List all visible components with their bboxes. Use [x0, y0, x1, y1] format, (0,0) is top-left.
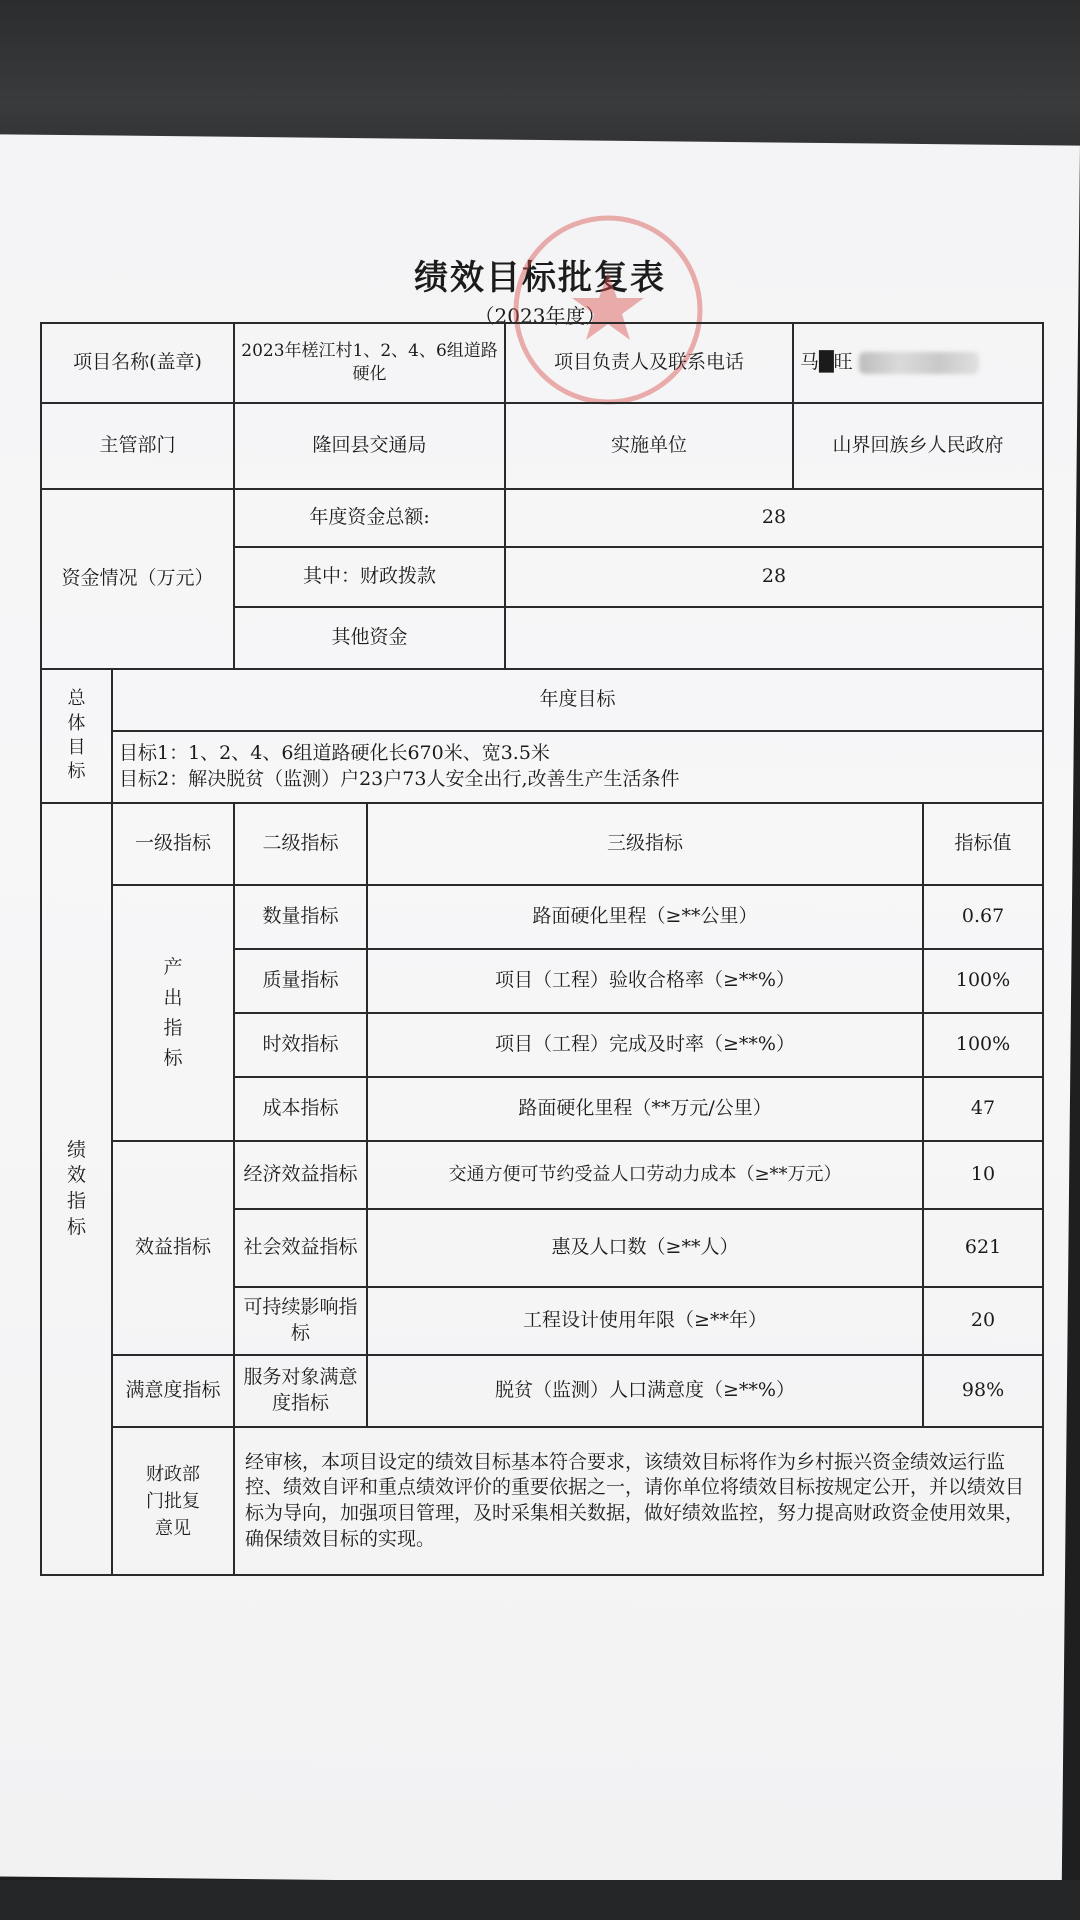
row-value: 0.67: [923, 885, 1043, 949]
row-value: 621: [923, 1209, 1043, 1287]
row-level3: 交通方便可节约受益人口劳动力成本（≥**万元）: [367, 1141, 923, 1209]
funds-other-label: 其他资金: [234, 607, 505, 669]
annual-goal-text: [112, 731, 1043, 803]
unit-value: 山界回族乡人民政府: [793, 403, 1043, 489]
dept-value: 隆回县交通局: [234, 403, 505, 489]
funds-total-value: 28: [505, 489, 1043, 547]
funds-label: 资金情况（万元）: [41, 489, 234, 669]
row-value: 20: [923, 1287, 1043, 1355]
funds-other-value: [505, 607, 1043, 669]
project-name-label: 项目名称(盖章): [41, 323, 234, 403]
redacted-phone: [859, 352, 979, 374]
col-value: 指标值: [923, 803, 1043, 885]
row-value: 100%: [923, 949, 1043, 1013]
row-level3: 惠及人口数（≥**人）: [367, 1209, 923, 1287]
row-level3: 项目（工程）验收合格率（≥**%）: [367, 949, 923, 1013]
row-level2: 服务对象满意度指标: [234, 1355, 367, 1427]
row-value: 10: [923, 1141, 1043, 1209]
document-year: （2023年度）: [474, 304, 606, 328]
overall-goal-label: 总体目标: [41, 669, 112, 803]
annual-goal-header: 年度目标: [112, 669, 1043, 731]
funds-fiscal-label: 其中：财政拨款: [234, 547, 505, 607]
row-level2: 质量指标: [234, 949, 367, 1013]
goal-1: 目标1：1、2、4、6组道路硬化长670米、宽3.5米: [119, 742, 550, 765]
row-level2: 成本指标: [234, 1077, 367, 1141]
col-level3: 三级指标: [367, 803, 923, 885]
contact-label: 项目负责人及联系电话: [505, 323, 793, 403]
row-level2: 时效指标: [234, 1013, 367, 1077]
unit-label: 实施单位: [505, 403, 793, 489]
row-level2: 经济效益指标: [234, 1141, 367, 1209]
row-level3: 路面硬化里程（**万元/公里）: [367, 1077, 923, 1141]
contact-value: [793, 323, 1043, 403]
goal-2: 目标2：解决脱贫（监测）户23户73人安全出行,改善生产生活条件: [119, 768, 680, 790]
row-value: 47: [923, 1077, 1043, 1141]
funds-fiscal-value: 28: [505, 547, 1043, 607]
row-level2: 可持续影响指标: [234, 1287, 367, 1355]
row-level2: 社会效益指标: [234, 1209, 367, 1287]
row-level3: 路面硬化里程（≥**公里）: [367, 885, 923, 949]
row-value: 100%: [923, 1013, 1043, 1077]
project-name-value: 2023年槎江村1、2、4、6组道路硬化: [234, 323, 505, 403]
row-level3: 工程设计使用年限（≥**年）: [367, 1287, 923, 1355]
row-level2: 数量指标: [234, 885, 367, 949]
approval-label: 财政部门批复意见: [112, 1427, 234, 1575]
dept-label: 主管部门: [41, 403, 234, 489]
row-level3: 脱贫（监测）人口满意度（≥**%）: [367, 1355, 923, 1427]
output-indicator-label: 产出指标: [112, 885, 234, 1141]
benefit-indicator-label: 效益指标: [112, 1141, 234, 1355]
funds-total-label: 年度资金总额:: [234, 489, 505, 547]
contact-name: 马█旺: [800, 351, 853, 374]
row-value: 98%: [923, 1355, 1043, 1427]
document-title: 绩效目标批复表: [414, 258, 666, 298]
col-level1: 一级指标: [112, 803, 234, 885]
satisfaction-indicator-label: 满意度指标: [112, 1355, 234, 1427]
indicators-label: 绩效指标: [41, 803, 112, 1575]
approval-text: 经审核，本项目设定的绩效目标基本符合要求，该绩效目标将作为乡村振兴资金绩效运行监控、绩效自评和重点绩效评价的重要依据之一，请你单位将绩效目标按规定公开，并以绩效目标为导向，加强项目管理，及时采集相关数据，做好绩效监控，努力提高财政资金使用效果，确保绩效目标的实现。: [234, 1427, 1043, 1575]
performance-target-table: [40, 322, 1044, 1576]
col-level2: 二级指标: [234, 803, 367, 885]
row-level3: 项目（工程）完成及时率（≥**%）: [367, 1013, 923, 1077]
background-bottom: [0, 1880, 1080, 1920]
